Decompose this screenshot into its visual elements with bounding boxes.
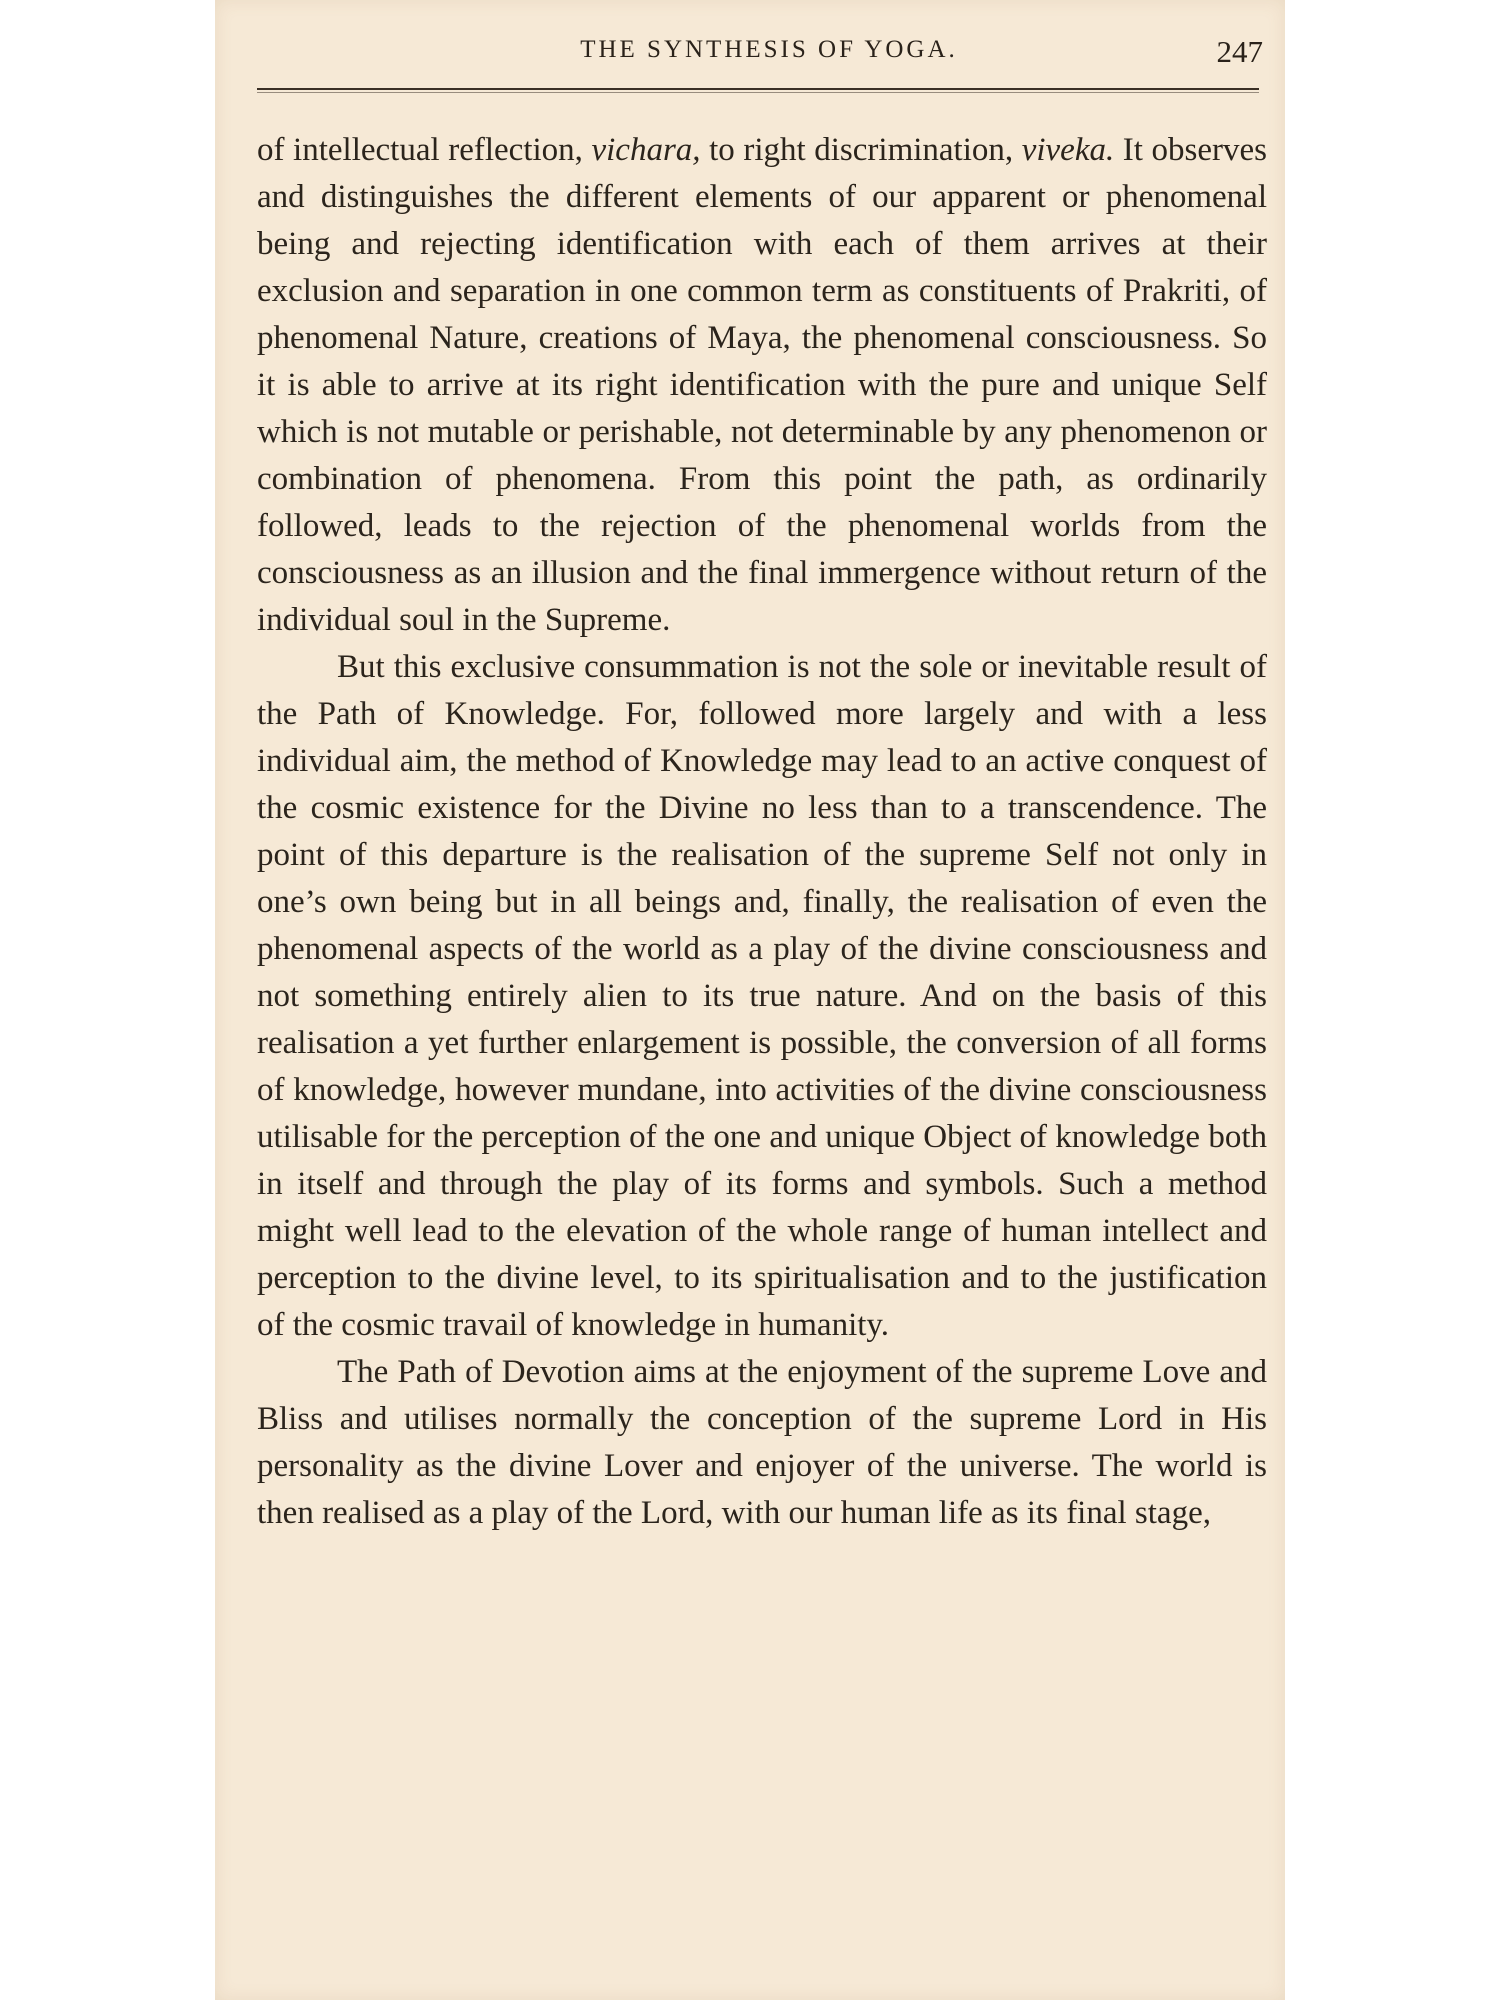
paragraph-2: But this exclusive consummation is not the sole or inevitable result of the Path of Knowledge. For, followed more largely and with a less individual aim, the method of Knowledge may lead to an active conquest of the cosmic existence for the Divine no less than to a transcendence. The point of this departure is the realisation of the supreme Self not only in one’s own being but in all beings and, finally, the realisation of even the phenomenal aspects of the world as a play of the divine consciousness and not something entirely alien to its true nature. And on the basis of this realisation a yet further enlargement is possible, the conversion of all forms of knowledge, however mundane, into activities of the divine consciousness utilisable for the perception of the one and unique Object of knowledge both in itself and through the play of its forms and symbols. Such a method might well lead to the elevation of the whole range of human intellect and perception to the divine level, to its spiritualisation and to the justification of the cosmic travail of knowledge in humanity. [257, 649, 1267, 1343]
paragraph-1 [257, 127, 1267, 644]
paragraph-1-middle: to right discrimination, [700, 132, 1022, 168]
book-page [215, 0, 1285, 2000]
paragraph-1-start: of intellectual reflection, [257, 132, 592, 168]
page-header [255, 36, 1263, 76]
page-number: 247 [1216, 34, 1263, 69]
body-text [257, 127, 1267, 1537]
paragraph-3: The Path of Devotion aims at the enjoyment of the supreme Love and Bliss and utilises normally the conception of the supreme Lord in His personality as the divine Lover and enjoyer of the universe. The world is then realised as a play of the Lord, with our human life as its final stage, [257, 1354, 1267, 1531]
running-title: THE SYNTHESIS OF YOGA. [580, 36, 958, 63]
term-viveka: viveka. [1021, 132, 1115, 168]
term-vichara: vichara, [591, 132, 701, 168]
header-rule [257, 88, 1259, 90]
paragraph-1-rest: It observes and distinguishes the different elements of our apparent or phenomenal being and rejecting identification with each of them arrives at their exclusion and separation in one common term as constituents of Prakriti, of phenomenal Nature, creations of Maya, the phenomenal consciousness. So it is able to arrive at its right identification with the pure and unique Self which is not mutable or perishable, not determinable by any phenomenon or combination of phenomena. From this point the path, as ordinarily followed, leads to the rejection of the phenomenal worlds from the consciousness as an illusion and the final immergence without return of the individual soul in the Supreme. [257, 132, 1267, 638]
